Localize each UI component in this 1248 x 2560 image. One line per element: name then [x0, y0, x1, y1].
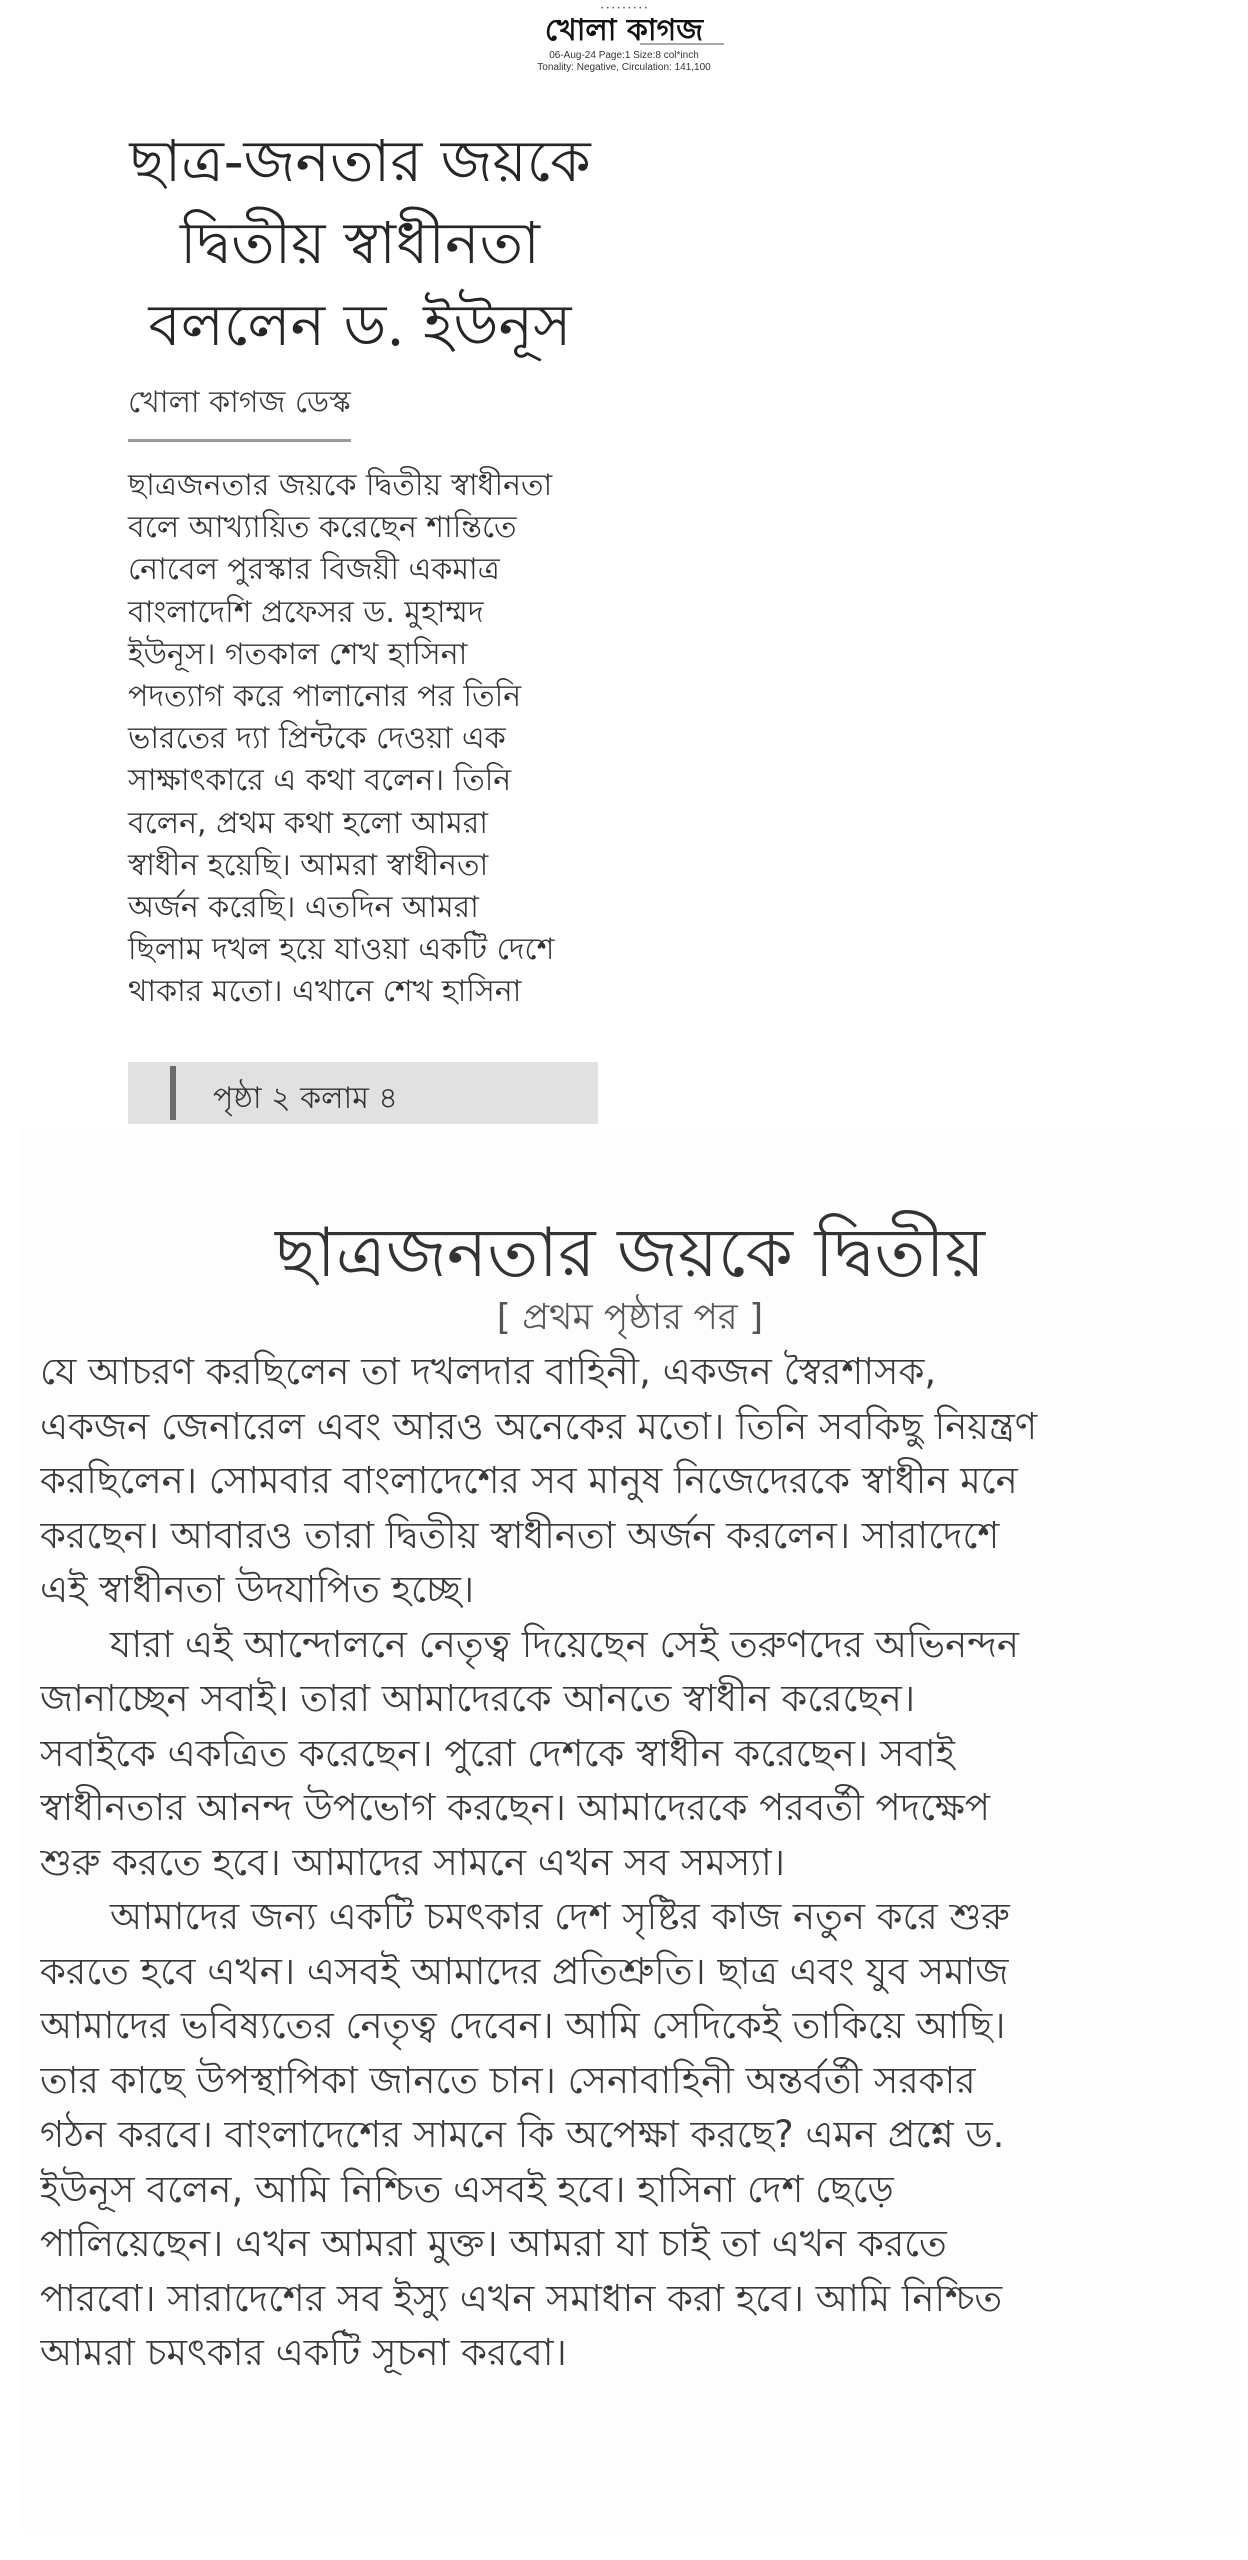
body-line: পারবো। সারাদেশের সব ইস্যু এখন সমাধান করা হবে। আমি নিশ্চিত [40, 2276, 1003, 2320]
continued-article [20, 1130, 1240, 2530]
body-line: বলে আখ্যায়িত করেছেন শান্তিতে [128, 510, 517, 546]
body-line: বলেন, প্রথম কথা হলো আমরা [128, 805, 489, 841]
body-line: পদত্যাগ করে পালানোর পর তিনি [128, 679, 522, 715]
body-line: স্বাধীনতার আনন্দ উপভোগ করছেন। আমাদেরকে পরবর্তী পদক্ষেপ [40, 1786, 990, 1829]
body-line: গঠন করবে। বাংলাদেশের সামনে কি অপেক্ষা করছে? এমন প্রশ্নে ড. [40, 2113, 1005, 2156]
body-line: তার কাছে উপস্থাপিকা জানতে চান। সেনাবাহিনী অন্তর্বর্তী সরকার [40, 2058, 976, 2102]
continued-subhead: [ প্রথম পৃষ্ঠার পর ] [496, 1297, 764, 1338]
clipping-meta-page: 06-Aug-24 Page:1 Size:8 col*inch [549, 50, 699, 61]
svg-text:খোলা কাগজ: খোলা কাগজ [544, 13, 704, 48]
front-body-text [128, 465, 598, 1014]
body-line: সবাইকে একত্রিত করেছেন। পুরো দেশকে স্বাধীন করেছেন। সবাই [40, 1731, 955, 1775]
body-line: বাংলাদেশি প্রফেসর ড. মুহাম্মদ [128, 594, 484, 630]
body-line: এই স্বাধীনতা উদযাপিত হচ্ছে। [40, 1568, 475, 1611]
masthead [0, 0, 1248, 80]
body-line: যে আচরণ করছিলেন তা দখলদার বাহিনী, একজন স্বৈরশাসক, [40, 1350, 937, 1393]
continuation-bar [170, 1066, 176, 1120]
body-line: আমাদের ভবিষ্যতের নেতৃত্ব দেবেন। আমি সেদিকেই তাকিয়ে আছি। [40, 2004, 1006, 2047]
headline-line: দ্বিতীয় স্বাধীনতা [180, 209, 540, 277]
byline: খোলা কাগজ ডেস্ক [128, 378, 351, 442]
body-line: শুরু করতে হবে। আমাদের সামনে এখন সব সমস্যা। [40, 1840, 786, 1884]
headline-line: ছাত্র-জনতার জয়কে [129, 127, 591, 195]
body-line: জানাচ্ছেন সবাই। তারা আমাদেরকে আনতে স্বাধীন করেছেন। [40, 1677, 916, 1720]
newspaper-logo [510, 2, 738, 48]
body-line: যারা এই আন্দোলনে নেতৃত্ব দিয়েছেন সেই তরুণদের অভিনন্দন [110, 1622, 1019, 1666]
body-line: করতে হবে এখন। এসবই আমাদের প্রতিশ্রুতি। ছাত্র এবং যুব সমাজ [40, 1949, 1009, 1993]
body-line: ছাত্রজনতার জয়কে দ্বিতীয় স্বাধীনতা [128, 468, 553, 503]
front-headline [120, 120, 600, 366]
continued-body-text [40, 1345, 1220, 2381]
svg-text:• • • • • • • • •: • • • • • • • • • [600, 5, 648, 12]
headline-line: বললেন ড. ইউনূস [148, 291, 572, 359]
body-line: নোবেল পুরস্কার বিজয়ী একমাত্র [128, 552, 500, 588]
body-line: পালিয়েছেন। এখন আমরা মুক্ত। আমরা যা চাই তা এখন করতে [40, 2222, 947, 2265]
front-page-article [120, 120, 600, 1130]
body-line: ইউনূস। গতকাল শেখ হাসিনা [128, 636, 468, 672]
continuation-note: পৃষ্ঠা ২ কলাম ৪ [213, 1081, 398, 1116]
body-line: ভারতের দ্যা প্রিন্টকে দেওয়া এক [128, 721, 506, 757]
body-line: একজন জেনারেল এবং আরও অনেকের মতো। তিনি সবকিছু নিয়ন্ত্রণ [40, 1404, 1038, 1448]
body-line: স্বাধীন হয়েছি। আমরা স্বাধীনতা [128, 847, 489, 883]
clipping-meta-tonality: Tonality: Negative, Circulation: 141,100 [537, 62, 711, 73]
body-line: করছিলেন। সোমবার বাংলাদেশের সব মানুষ নিজেদেরকে স্বাধীন মনে [40, 1459, 1018, 1502]
body-line: আমাদের জন্য একটি চমৎকার দেশ সৃষ্টির কাজ নতুন করে শুরু [110, 1895, 1010, 1938]
body-line: ইউনূস বলেন, আমি নিশ্চিত এসবই হবে। হাসিনা দেশ ছেড়ে [40, 2167, 894, 2211]
body-line: করছেন। আবারও তারা দ্বিতীয় স্বাধীনতা অর্জন করলেন। সারাদেশে [40, 1513, 1000, 1557]
body-line: আমরা চমৎকার একটি সূচনা করবো। [40, 2331, 567, 2374]
body-line: অর্জন করেছি। এতদিন আমরা [128, 890, 479, 926]
continuation-box [128, 1062, 598, 1124]
body-line: ছিলাম দখল হয়ে যাওয়া একটি দেশে [128, 932, 555, 968]
body-line: থাকার মতো। এখানে শেখ হাসিনা [128, 974, 522, 1010]
continued-headline: ছাত্রজনতার জয়কে দ্বিতীয় [275, 1214, 985, 1293]
body-line: সাক্ষাৎকারে এ কথা বলেন। তিনি [128, 763, 512, 799]
